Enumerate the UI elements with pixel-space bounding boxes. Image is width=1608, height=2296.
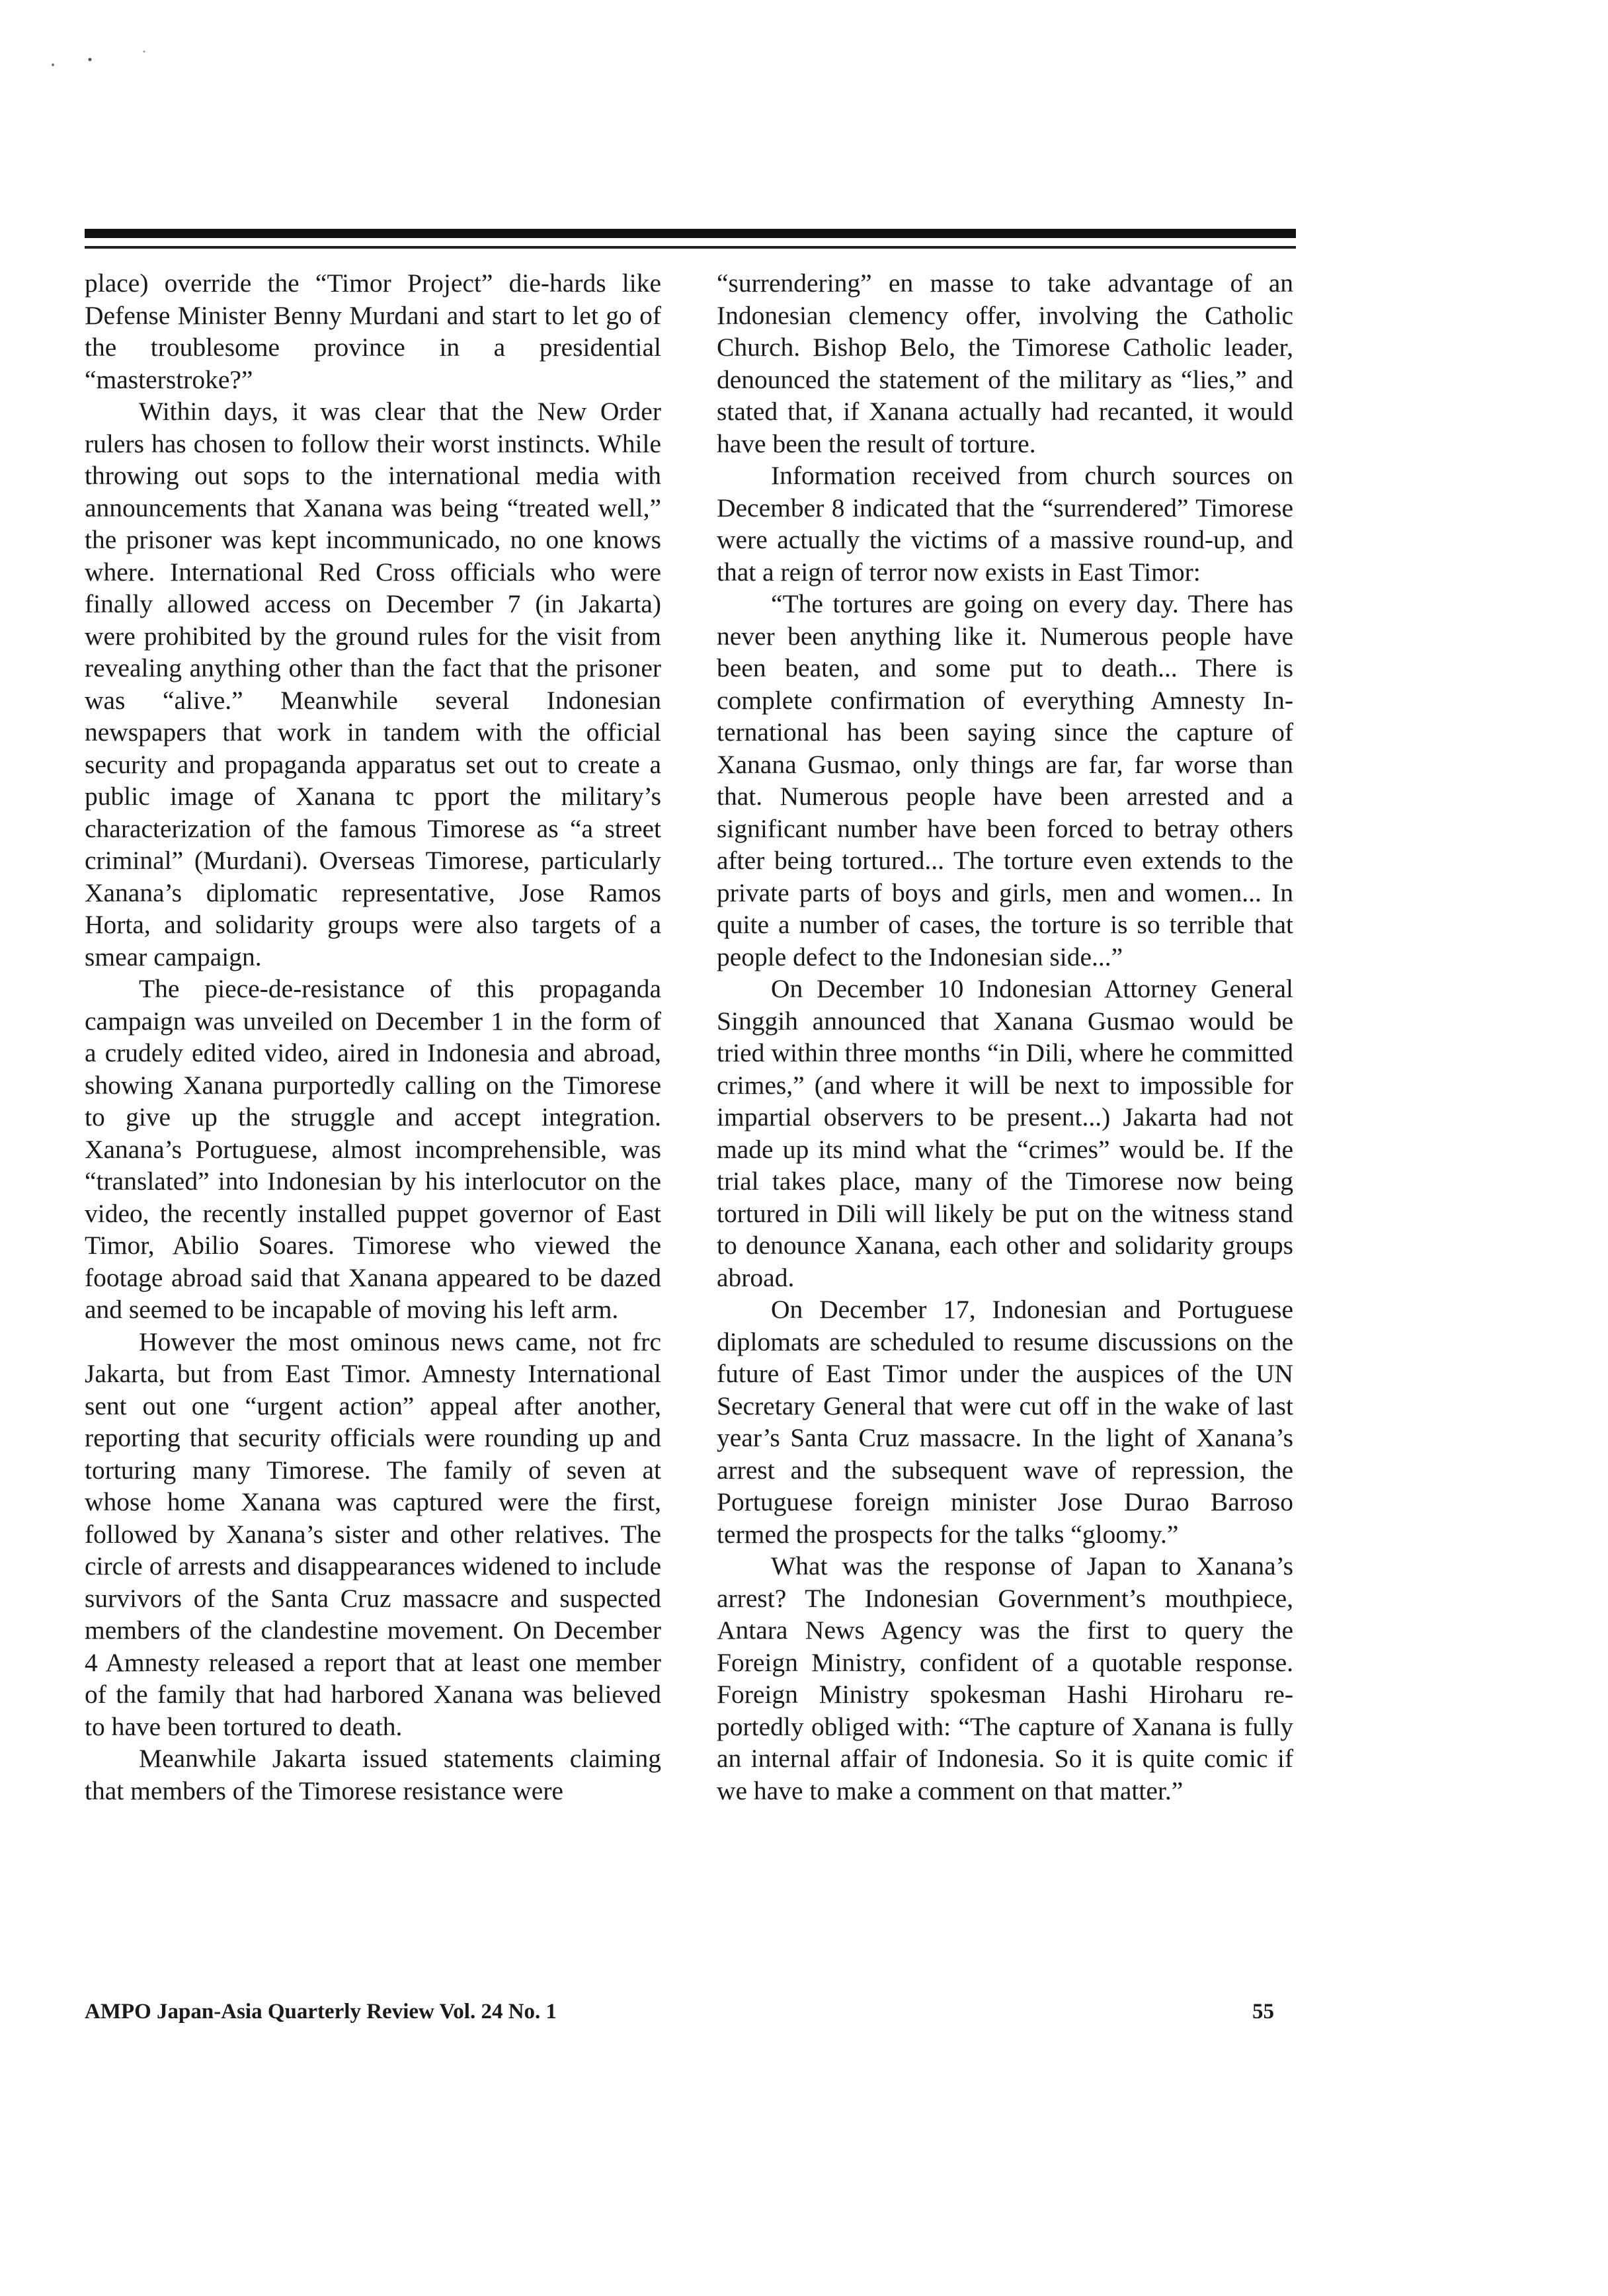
paragraph: What was the response of Japan to Xanana’s arrest? The Indonesian Government’s mouthpiece, Antara News Agency was the first to query the Foreign Ministry, confident of a quotable response. Foreign Ministry spokesman Hashi Hiroharu reportedly obliged with: “The capture of Xanana is fully an internal affair of Indonesia. So it is quite comic if we have to make a comment on that matter.” (717, 1551, 1293, 1805)
paragraph: The piece-de-resistance of this propaganda campaign was unveiled on December 1 in the form of a crudely edited video, aired in Indonesia and abroad, showing Xanana purportedly calling on the Timorese to give up the struggle and accept integration. Xanana’s Portuguese, almost incomprehensible, was “translated” into Indonesian by his interlocutor on the video, the recently installed puppet governor of East Timor, Abilio Soares. Timorese who viewed the footage abroad said that Xanana appeared to be dazed and seemed to be incapable of moving his left arm. (85, 974, 661, 1324)
left-column (85, 267, 661, 1807)
paragraph: “surrendering” en masse to take advantage of an Indonesian clemency offer, involving the Catholic Church. Bishop Belo, the Timorese Catholic leader, denounced the statement of the military as “lies,” and stated that, if Xanana actually had recanted, it would have been the result of torture. (717, 268, 1293, 458)
paragraph: On December 17, Indonesian and Portuguese diplomats are scheduled to resume discussions on the future of East Timor under the auspices of the UN Secretary General that were cut off in the wake of last year’s Santa Cruz massacre. In the light of Xanana’s arrest and the subsequent wave of repression, the Portuguese foreign minister Jose Durao Barroso termed the prospects for the talks “gloomy.” (717, 1295, 1293, 1549)
page-number: 55 (1252, 2000, 1274, 2024)
paragraph: On December 10 Indonesian Attorney General Singgih announced that Xanana Gusmao would be tried within three months “in Dili, where he committed crimes,” (and where it will be next to impossible for impartial observers to be present...) Jakarta had not made up its mind what the “crimes” would be. If the trial takes place, many of the Timorese now being tortured in Dili will likely be put on the witness stand to denounce Xanana, each other and solidarity groups abroad. (717, 974, 1293, 1292)
paragraph: Within days, it was clear that the New Order rulers has chosen to follow their worst instincts. While throwing out sops to the international media with announcements that Xanana was being “treated well,” the prisoner was kept incommunicado, no one knows where. International Red Cross officials who were finally allowed access on December 7 (in Jakarta) were prohibited by the ground rules for the visit from revealing anything other than the fact that the prisoner was “alive.” Meanwhile several Indonesian newspapers that work in tandem with the official security and propaganda apparatus set out to create a public image of Xanana tc pport the military’s characterization of the famous Timorese as “a street criminal” (Murdani). Overseas Timorese, particularly Xanana’s diplomatic representative, Jose Ramos Horta, and solidarity groups were also targets of a smear campaign. (85, 397, 661, 971)
header-rule-thin (85, 246, 1296, 249)
paragraph: However the most ominous news came, not frc Jakarta, but from East Timor. Amnesty International sent out one “urgent action” appeal after another, reporting that security officials were rounding up and torturing many Timorese. The family of seven at whose home Xanana was captured were the first, followed by Xanana’s sister and other relatives. The circle of arrests and disappearances widened to include survivors of the Santa Cruz massacre and suspected members of the clandestine movement. On December 4 Amnesty released a report that at least one member of the family that had harbored Xanana was believed to have been tortured to death. (85, 1327, 661, 1741)
paragraph: Meanwhile Jakarta issued statements claiming that members of the Timorese resistance were (85, 1744, 661, 1805)
paragraph: place) override the “Timor Project” die-hards like Defense Minister Benny Murdani and start to let go of the troublesome province in a presidential “masterstroke?” (85, 268, 661, 394)
paragraph: Information received from church sources on December 8 indicated that the “surrendered” Timorese were actually the victims of a massive round-up, and that a reign of terror now exists in East Timor: (717, 461, 1293, 587)
scan-specks (46, 46, 152, 73)
right-column (717, 267, 1293, 1807)
footer-journal-title: AMPO Japan-Asia Quarterly Review Vol. 24 No. 1 (85, 2000, 557, 2024)
header-rule-thick (85, 229, 1296, 238)
paragraph: “The tortures are going on every day. There has never been anything like it. Numerous people have been beaten, and some put to death... There is complete confirmation of everything Amnesty International has been saying since the capture of Xanana Gusmao, only things are far, far worse than that. Numerous people have been arrested and a significant number have been forced to betray others after being tortured... The torture even extends to the private parts of boys and girls, men and women... In quite a number of cases, the torture is so terrible that people defect to the Indonesian side...” (717, 589, 1293, 971)
